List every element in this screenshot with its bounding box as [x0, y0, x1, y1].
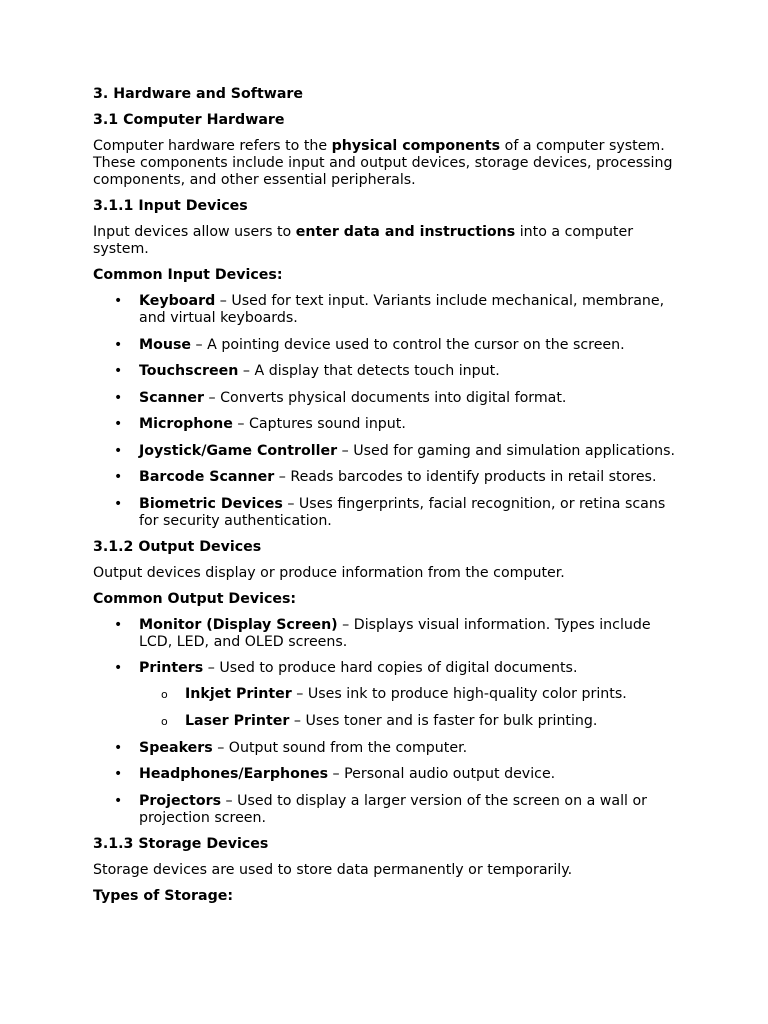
list-item-term: Joystick/Game Controller	[139, 442, 338, 459]
list-item-desc: – A display that detects touch input.	[238, 363, 500, 379]
list-item-term: Scanner	[139, 389, 205, 406]
bullet-icon: •	[114, 495, 123, 512]
input-devices-list	[93, 293, 678, 530]
list-item-desc: – Used to display a larger version of the screen on a wall or projection screen.	[139, 792, 648, 826]
list-item-joystick	[93, 443, 678, 460]
output-list-title: Common Output Devices:	[93, 590, 297, 607]
section-heading-storage-devices: 3.1.3 Storage Devices	[93, 835, 269, 852]
bullet-icon: •	[114, 293, 123, 309]
output-devices-list	[93, 617, 678, 827]
list-item-desc: – Output sound from the computer.	[212, 739, 468, 756]
list-item-biometric	[93, 496, 678, 530]
list-item-speakers	[93, 740, 678, 757]
input-intro-paragraph	[93, 224, 678, 258]
list-item-desc: – Displays visual information. Types include LCD, LED, and OLED screens.	[139, 616, 651, 650]
list-item-term: Microphone	[139, 416, 233, 432]
list-item-term: Printers	[139, 660, 204, 676]
section-heading-output-devices: 3.1.2 Output Devices	[93, 538, 262, 555]
list-item-term: Mouse	[139, 336, 192, 353]
bullet-icon: •	[114, 336, 123, 353]
sub-bullet-icon: o	[161, 715, 168, 728]
input-list-title: Common Input Devices:	[93, 267, 283, 283]
list-item-mouse	[93, 337, 678, 354]
list-item-desc: – Used for gaming and simulation applications.	[337, 442, 676, 459]
bullet-icon: •	[114, 766, 123, 782]
list-item-projectors	[93, 793, 678, 827]
list-item-term: Laser Printer	[185, 713, 290, 729]
list-item-touchscreen	[93, 363, 678, 380]
hardware-intro-paragraph	[93, 138, 678, 189]
bullet-icon: •	[114, 469, 123, 485]
bullet-icon: •	[114, 416, 123, 432]
bullet-icon: •	[114, 792, 123, 809]
output-intro-paragraph: Output devices display or produce information from the computer.	[93, 564, 565, 581]
bullet-icon: •	[114, 616, 123, 633]
sub-bullet-icon: o	[161, 688, 168, 701]
section-heading-hardware-software: 3. Hardware and Software	[93, 86, 304, 102]
list-item-term: Keyboard	[139, 293, 216, 309]
list-item-desc: – Uses toner and is faster for bulk printing.	[289, 713, 598, 729]
list-item-term: Headphones/Earphones	[139, 766, 329, 782]
list-item-scanner	[93, 390, 678, 407]
list-item-headphones	[93, 766, 678, 783]
list-item-laser-printer	[139, 713, 678, 730]
list-item-desc: – Reads barcodes to identify products in retail stores.	[274, 469, 657, 485]
list-item-term: Touchscreen	[139, 363, 239, 379]
storage-intro-paragraph: Storage devices are used to store data permanently or temporarily.	[93, 861, 573, 878]
bullet-icon: •	[114, 363, 123, 379]
bullet-icon: •	[114, 442, 123, 459]
list-item-inkjet-printer	[139, 686, 678, 703]
list-item-desc: – Converts physical documents into digital format.	[204, 389, 567, 406]
hardware-intro-text-2: of a computer system. These components include input and output devices, storage devices, processing components, and other essential peripherals.	[93, 138, 673, 188]
list-item-term: Barcode Scanner	[139, 469, 275, 485]
list-item-barcode-scanner	[93, 469, 678, 486]
list-item-term: Biometric Devices	[139, 495, 283, 512]
list-item-desc: – Personal audio output device.	[328, 766, 556, 782]
bullet-icon: •	[114, 739, 123, 756]
list-item-desc: – Used for text input. Variants include mechanical, membrane, and virtual keyboards.	[139, 293, 665, 326]
storage-list-title: Types of Storage:	[93, 887, 234, 904]
hardware-intro-text-1: Computer hardware refers to the	[93, 138, 332, 154]
input-intro-text-1: Input devices allow users to	[93, 224, 296, 240]
list-item-term: Monitor (Display Screen)	[139, 616, 338, 633]
list-item-microphone	[93, 416, 678, 433]
printer-types-list	[139, 686, 678, 730]
bullet-icon: •	[114, 660, 123, 676]
list-item-desc: – Used to produce hard copies of digital documents.	[203, 660, 578, 676]
list-item-term: Inkjet Printer	[185, 686, 292, 702]
list-item-desc: – Uses ink to produce high-quality color prints.	[291, 686, 627, 702]
hardware-intro-emphasis: physical components	[331, 138, 501, 154]
list-item-term: Speakers	[139, 739, 213, 756]
section-heading-input-devices: 3.1.1 Input Devices	[93, 198, 248, 214]
list-item-desc: – Uses fingerprints, facial recognition, or retina scans for security authentication.	[139, 495, 666, 529]
list-item-printers	[93, 660, 678, 730]
list-item-term: Projectors	[139, 792, 222, 809]
section-heading-computer-hardware: 3.1 Computer Hardware	[93, 112, 285, 128]
bullet-icon: •	[114, 389, 123, 406]
list-item-desc: – Captures sound input.	[232, 416, 406, 432]
list-item-keyboard	[93, 293, 678, 327]
list-item-desc: – A pointing device used to control the cursor on the screen.	[191, 336, 625, 353]
input-intro-text-2: into a computer system.	[93, 224, 634, 257]
list-item-monitor	[93, 617, 678, 651]
input-intro-emphasis: enter data and instructions	[295, 224, 516, 240]
